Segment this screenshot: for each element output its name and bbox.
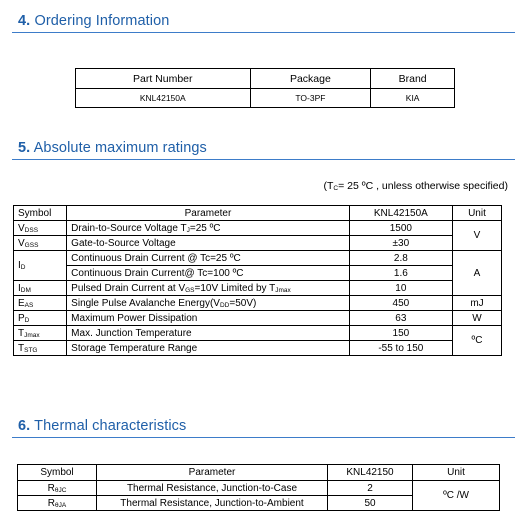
cell-value: ±30 bbox=[349, 236, 452, 251]
cell-package: TO-3PF bbox=[250, 89, 371, 108]
cell-parameter: Storage Temperature Range bbox=[67, 341, 350, 356]
table-row bbox=[14, 326, 502, 341]
header-symbol: Symbol bbox=[18, 465, 97, 481]
header-parameter: Parameter bbox=[97, 465, 328, 481]
cell-symbol: $I_D$ bbox=[14, 251, 67, 281]
cell-value: 150 bbox=[349, 326, 452, 341]
section-title-text: Ordering Information bbox=[34, 13, 170, 29]
cell-value: 2.8 bbox=[349, 251, 452, 266]
table-header-row bbox=[14, 206, 502, 221]
cell-parameter: Single Pulse Avalanche $Energy(V_{DD}=50V)$ bbox=[67, 296, 350, 311]
cell-value: 1.6 bbox=[349, 266, 452, 281]
header-parameter: Parameter bbox=[67, 206, 350, 221]
cell-parameter: Thermal Resistance, Junction-to-Case bbox=[97, 481, 328, 496]
cell-symbol: $V_{GSS}$ bbox=[14, 236, 67, 251]
table-row bbox=[14, 281, 502, 296]
table-row bbox=[76, 89, 455, 108]
cell-value: 63 bbox=[349, 311, 452, 326]
table-row bbox=[14, 311, 502, 326]
conditions-note: ($T_C= 25$ ºC , unless otherwise specified) bbox=[323, 180, 508, 192]
section-divider bbox=[12, 159, 515, 160]
header-package: Package bbox=[250, 69, 371, 89]
ratings-table bbox=[13, 205, 502, 356]
cell-brand: KIA bbox=[371, 89, 455, 108]
section-number: 5. bbox=[18, 140, 31, 156]
cell-symbol: $R_{\theta JA}$ bbox=[18, 496, 97, 511]
cell-value: 1500 bbox=[349, 221, 452, 236]
cell-parameter: Max. Junction Temperature bbox=[67, 326, 350, 341]
cell-unit: A bbox=[452, 251, 501, 296]
header-brand: Brand bbox=[371, 69, 455, 89]
cell-value: 2 bbox=[328, 481, 413, 496]
table-row bbox=[14, 341, 502, 356]
table-row bbox=[14, 251, 502, 266]
thermal-table bbox=[17, 464, 500, 511]
table-row bbox=[14, 221, 502, 236]
section-number: 4. bbox=[18, 13, 31, 29]
cell-value: 50 bbox=[328, 496, 413, 511]
table-header-row bbox=[76, 69, 455, 89]
ordering-table bbox=[75, 68, 455, 108]
cell-unit: W bbox=[452, 311, 501, 326]
section-title-ordering bbox=[18, 13, 169, 29]
cell-symbol: $V_{DSS}$ bbox=[14, 221, 67, 236]
table-header-row bbox=[18, 465, 500, 481]
section-title-text: Thermal characteristics bbox=[34, 418, 187, 434]
section-number: 6. bbox=[18, 418, 31, 434]
cell-parameter: Gate-to-Source Voltage bbox=[67, 236, 350, 251]
header-value: KNL42150 bbox=[328, 465, 413, 481]
cell-parameter: Continuous Drain Current @ Tc=25 ºC bbox=[67, 251, 350, 266]
cell-value: -55 to 150 bbox=[349, 341, 452, 356]
cell-part-number: KNL42150A bbox=[76, 89, 251, 108]
cell-symbol: $I_{DM}$ bbox=[14, 281, 67, 296]
cell-value: 450 bbox=[349, 296, 452, 311]
section-title-text: Absolute maximum ratings bbox=[33, 140, 207, 156]
header-unit: Unit bbox=[452, 206, 501, 221]
header-value: KNL42150A bbox=[349, 206, 452, 221]
header-symbol: Symbol bbox=[14, 206, 67, 221]
cell-parameter: Continuous Drain Current@ Tc=100 ºC bbox=[67, 266, 350, 281]
table-row bbox=[14, 236, 502, 251]
cell-parameter: Drain-to-Source Voltage $T_J=25$ ºC bbox=[67, 221, 350, 236]
header-part-number: Part Number bbox=[76, 69, 251, 89]
cell-unit: ºC /W bbox=[413, 481, 500, 511]
cell-symbol: $R_{\theta JC}$ bbox=[18, 481, 97, 496]
section-title-thermal bbox=[18, 418, 186, 434]
cell-symbol: $T_{STG}$ bbox=[14, 341, 67, 356]
cell-parameter: Maximum Power Dissipation bbox=[67, 311, 350, 326]
cell-unit: mJ bbox=[452, 296, 501, 311]
cell-symbol: $E_{AS}$ bbox=[14, 296, 67, 311]
cell-unit: ºC bbox=[452, 326, 501, 356]
section-divider bbox=[12, 32, 515, 33]
cell-value: 10 bbox=[349, 281, 452, 296]
cell-parameter: Pulsed Drain Current at $V_{GS}=10V$ Limited by $T_{Jmax}$ bbox=[67, 281, 350, 296]
cell-symbol: $T_{Jmax}$ bbox=[14, 326, 67, 341]
cell-parameter: Thermal Resistance, Junction-to-Ambient bbox=[97, 496, 328, 511]
table-row bbox=[14, 266, 502, 281]
section-divider bbox=[12, 437, 515, 438]
table-row bbox=[18, 481, 500, 496]
section-title-ratings bbox=[18, 140, 207, 156]
header-unit: Unit bbox=[413, 465, 500, 481]
cell-symbol: $P_D$ bbox=[14, 311, 67, 326]
cell-unit: V bbox=[452, 221, 501, 251]
table-row bbox=[14, 296, 502, 311]
